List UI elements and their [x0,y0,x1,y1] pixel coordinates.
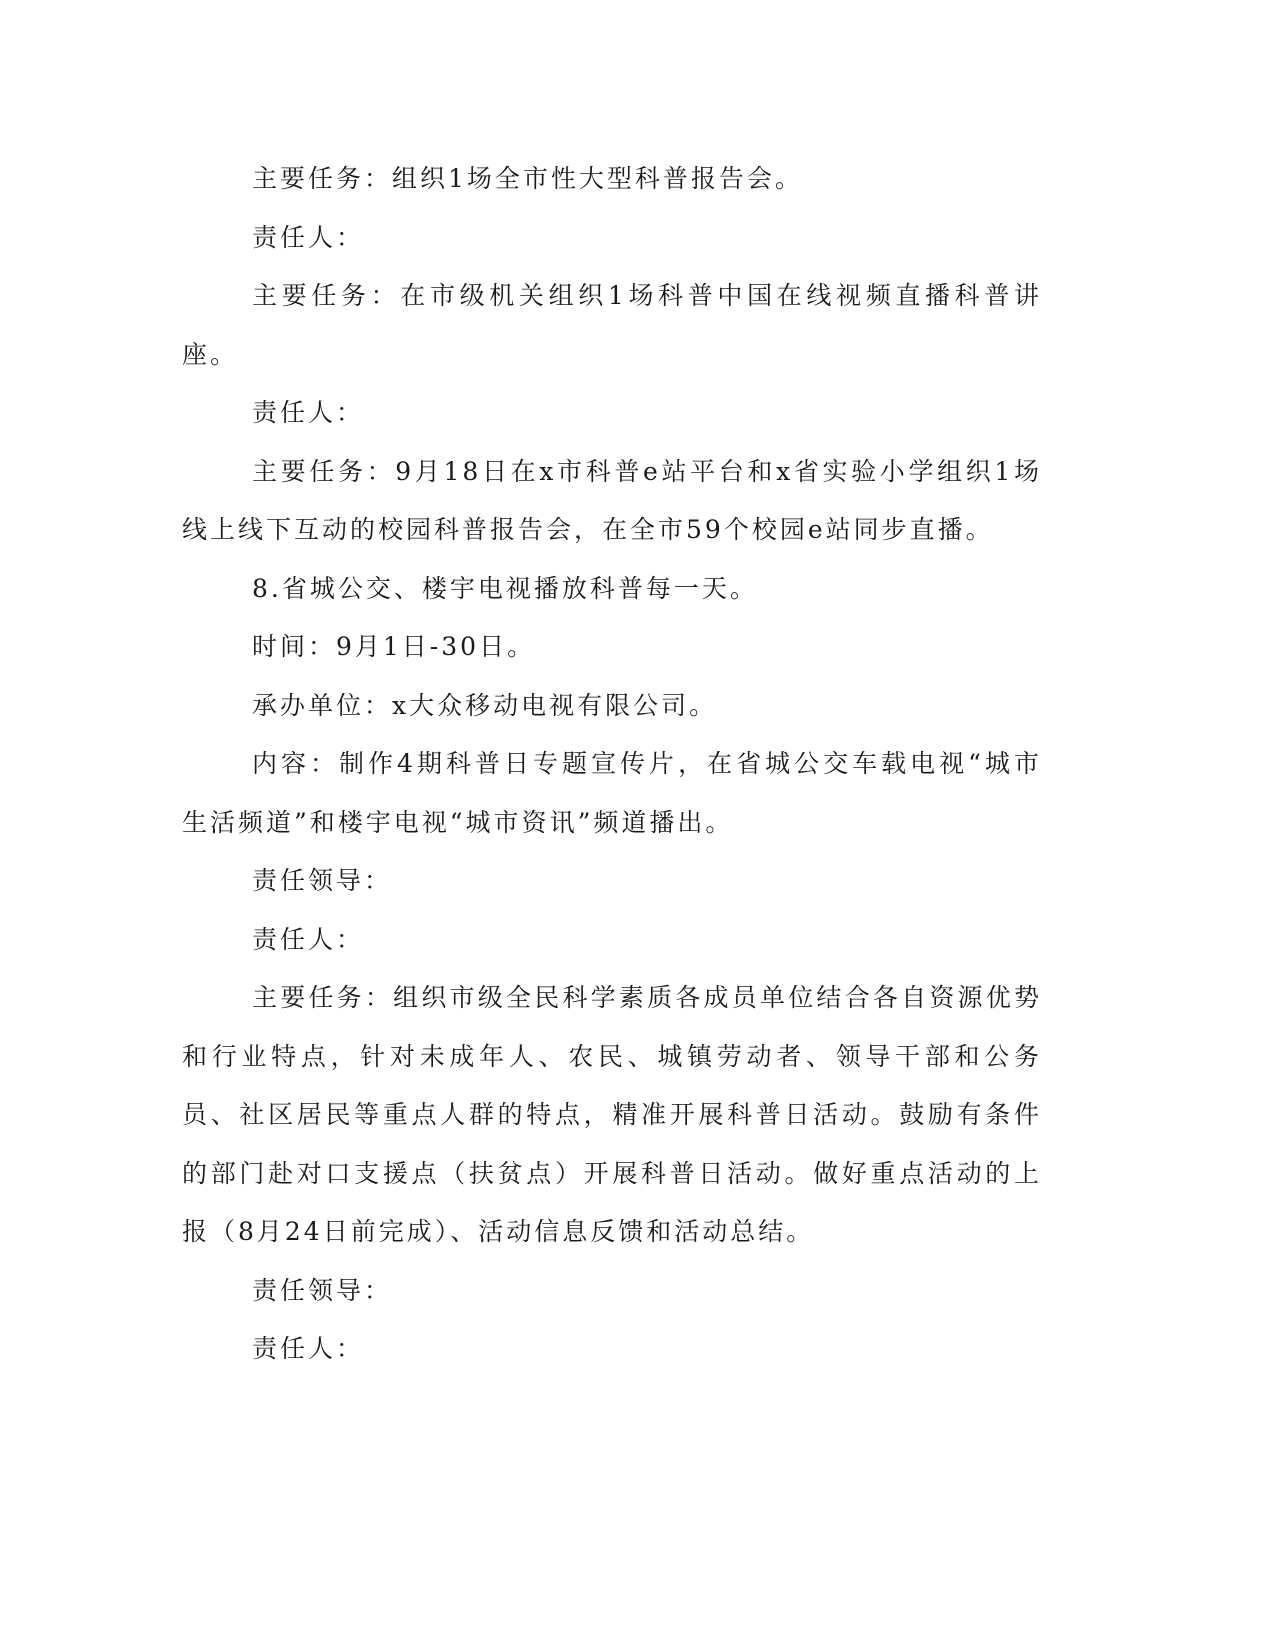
paragraph-responsible-person: 责任人： [252,398,365,427]
paragraph-task-report: 主要任务：组织1场全市性大型科普报告会。 [252,164,803,193]
paragraph-section-8-heading: 8.省城公交、楼宇电视播放科普每一天。 [252,573,758,603]
paragraph-responsible-leader: 责任领导： [252,866,393,895]
paragraph-responsible-person: 责任人： [252,1334,365,1363]
paragraph-responsible-person: 责任人： [252,924,365,954]
paragraph-task-livestream: 主要任务：在市级机关组织1场科普中国在线视频直播科普讲座。 [182,281,1042,369]
document-body [182,150,1042,1379]
paragraph-responsible-person: 责任人： [252,222,365,252]
paragraph-organizer: 承办单位：x大众移动电视有限公司。 [252,690,718,720]
paragraph-task-members: 主要任务：组织市级全民科学素质各成员单位结合各自资源优势和行业特点，针对未成年人、农民、城镇劳动者、领导干部和公务员、社区居民等重点人群的特点，精准开展科普日活动。鼓励有条件的部门赴对口支援点（扶贫点）开展科普日活动。做好重点活动的上报（8月24日前完成）、活动信息反馈和活动总结。 [182,983,1042,1246]
paragraph-responsible-leader: 责任领导： [252,1275,393,1305]
paragraph-task-campus-report: 主要任务：9月18日在x市科普e站平台和x省实验小学组织1场线上线下互动的校园科普报告会，在全市59个校园e站同步直播。 [182,456,1042,544]
paragraph-content: 内容：制作4期科普日专题宣传片，在省城公交车载电视“城市生活频道”和楼宇电视“城市资讯”频道播出。 [182,749,1042,837]
paragraph-time: 时间：9月1日-30日。 [252,632,536,661]
